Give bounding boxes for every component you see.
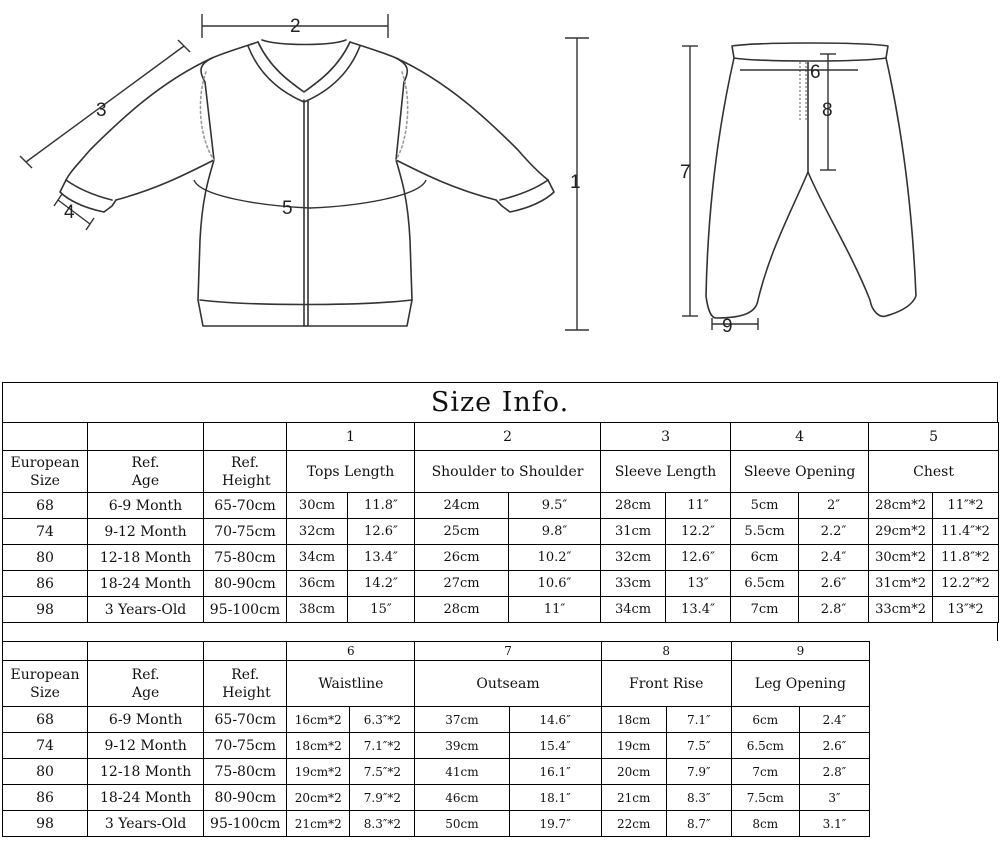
table-cell: 10.6″ — [509, 571, 601, 597]
table-cell: 75-80cm — [204, 759, 287, 785]
table-cell: 8cm — [731, 811, 799, 837]
table-cell: 24cm — [415, 493, 509, 519]
table-cell: 25cm — [415, 519, 509, 545]
table-cell: 3 Years-Old — [88, 811, 204, 837]
table-cell: 11″*2 — [933, 493, 999, 519]
number-5: 5 — [869, 423, 999, 451]
table-cell: 12.2″*2 — [933, 571, 999, 597]
table-cell: 70-75cm — [204, 519, 287, 545]
header-leg-opening: Leg Opening — [731, 661, 869, 707]
table-cell: 9.8″ — [509, 519, 601, 545]
table-cell: 95-100cm — [204, 597, 287, 623]
table-cell: 5cm — [731, 493, 799, 519]
table-cell: 33cm — [601, 571, 666, 597]
header-ref-height: Ref. Height — [204, 451, 287, 493]
table-cell: 16cm*2 — [287, 707, 350, 733]
table-cell: 9-12 Month — [88, 519, 204, 545]
number-6: 6 — [287, 642, 415, 661]
table-cell: 30cm — [287, 493, 348, 519]
table-cell: 2.2″ — [799, 519, 869, 545]
table-cell: 19cm — [601, 733, 666, 759]
table-row — [3, 759, 870, 785]
table-cell: 13″*2 — [933, 597, 999, 623]
tops-size-table — [2, 422, 999, 623]
table-cell: 9-12 Month — [88, 733, 204, 759]
table-cell: 33cm*2 — [869, 597, 933, 623]
table-cell: 46cm — [415, 785, 509, 811]
table-cell: 7.5cm — [731, 785, 799, 811]
number-9: 9 — [731, 642, 869, 661]
table-cell: 86 — [3, 571, 88, 597]
table-cell: 31cm — [601, 519, 666, 545]
table-cell: 34cm — [601, 597, 666, 623]
table-cell: 20cm — [601, 759, 666, 785]
header-outseam: Outseam — [415, 661, 601, 707]
table-cell: 31cm*2 — [869, 571, 933, 597]
header-chest: Chest — [869, 451, 999, 493]
number-2: 2 — [415, 423, 601, 451]
table-cell: 36cm — [287, 571, 348, 597]
table-cell: 6cm — [731, 707, 799, 733]
header-ref-age: Ref. Age — [88, 661, 204, 707]
label-3: 3 — [96, 100, 107, 121]
table-cell: 6-9 Month — [88, 493, 204, 519]
table-cell: 6.3″*2 — [350, 707, 415, 733]
table-cell: 12.6″ — [666, 545, 731, 571]
number-row — [3, 642, 870, 661]
table-cell: 74 — [3, 519, 88, 545]
table-cell: 80-90cm — [204, 785, 287, 811]
table-cell: 11″ — [666, 493, 731, 519]
table-cell: 8.7″ — [666, 811, 731, 837]
table-cell: 19.7″ — [509, 811, 601, 837]
header-ref-age: Ref. Age — [88, 451, 204, 493]
label-4: 4 — [64, 202, 75, 223]
table-cell: 7.9″*2 — [350, 785, 415, 811]
table-cell: 14.2″ — [348, 571, 415, 597]
table-row — [3, 785, 870, 811]
table-cell: 2″ — [799, 493, 869, 519]
table-cell: 32cm — [287, 519, 348, 545]
table-cell: 65-70cm — [204, 493, 287, 519]
header-european-size: European Size — [3, 451, 88, 493]
number-7: 7 — [415, 642, 601, 661]
table-cell: 8.3″*2 — [350, 811, 415, 837]
table-cell: 28cm — [415, 597, 509, 623]
table-cell: 11.8″ — [348, 493, 415, 519]
table-cell: 12.6″ — [348, 519, 415, 545]
number-8: 8 — [601, 642, 731, 661]
table-cell: 12-18 Month — [88, 545, 204, 571]
table-cell: 86 — [3, 785, 88, 811]
table-cell: 7cm — [731, 597, 799, 623]
number-3: 3 — [601, 423, 731, 451]
table-gap — [2, 622, 998, 641]
label-1: 1 — [570, 172, 581, 193]
table-cell: 18cm*2 — [287, 733, 350, 759]
table-cell: 13″ — [666, 571, 731, 597]
table-cell: 68 — [3, 493, 88, 519]
table-cell: 7.5″ — [666, 733, 731, 759]
tops-table-body — [3, 493, 999, 623]
table-cell: 2.8″ — [799, 597, 869, 623]
table-cell: 16.1″ — [509, 759, 601, 785]
header-sleeve-opening: Sleeve Opening — [731, 451, 869, 493]
pants-size-table — [2, 641, 870, 837]
table-cell: 20cm*2 — [287, 785, 350, 811]
table-cell: 80-90cm — [204, 571, 287, 597]
table-cell: 7.9″ — [666, 759, 731, 785]
table-cell: 12-18 Month — [88, 759, 204, 785]
table-cell: 8.3″ — [666, 785, 731, 811]
table-cell: 26cm — [415, 545, 509, 571]
table-cell: 28cm*2 — [869, 493, 933, 519]
header-tops-length: Tops Length — [287, 451, 415, 493]
table-cell: 12.2″ — [666, 519, 731, 545]
table-row — [3, 493, 999, 519]
table-cell: 50cm — [415, 811, 509, 837]
label-7: 7 — [680, 162, 691, 183]
table-cell: 9.5″ — [509, 493, 601, 519]
label-9: 9 — [722, 316, 733, 337]
header-shoulder: Shoulder to Shoulder — [415, 451, 601, 493]
pants-table-body — [3, 707, 870, 837]
label-8: 8 — [822, 100, 833, 121]
table-cell: 18-24 Month — [88, 571, 204, 597]
table-row — [3, 597, 999, 623]
table-cell: 34cm — [287, 545, 348, 571]
table-cell: 18-24 Month — [88, 785, 204, 811]
table-cell: 21cm — [601, 785, 666, 811]
table-cell: 98 — [3, 597, 88, 623]
table-cell: 18.1″ — [509, 785, 601, 811]
table-row — [3, 707, 870, 733]
table-cell: 75-80cm — [204, 545, 287, 571]
table-cell: 21cm*2 — [287, 811, 350, 837]
table-cell: 95-100cm — [204, 811, 287, 837]
table-cell: 3″ — [799, 785, 869, 811]
table-cell: 14.6″ — [509, 707, 601, 733]
table-cell: 2.4″ — [799, 545, 869, 571]
table-row — [3, 545, 999, 571]
table-cell: 39cm — [415, 733, 509, 759]
table-cell: 7.5″*2 — [350, 759, 415, 785]
measurement-lines — [20, 14, 858, 330]
table-cell: 15″ — [348, 597, 415, 623]
table-cell: 2.8″ — [799, 759, 869, 785]
table-cell: 80 — [3, 545, 88, 571]
table-row — [3, 519, 999, 545]
table-cell: 13.4″ — [666, 597, 731, 623]
table-cell: 6.5cm — [731, 733, 799, 759]
table-cell: 27cm — [415, 571, 509, 597]
table-cell: 3 Years-Old — [88, 597, 204, 623]
table-cell: 2.6″ — [799, 571, 869, 597]
table-cell: 7cm — [731, 759, 799, 785]
table-cell: 6.5cm — [731, 571, 799, 597]
table-cell: 68 — [3, 707, 88, 733]
table-cell: 7.1″ — [666, 707, 731, 733]
table-cell: 7.1″*2 — [350, 733, 415, 759]
table-cell: 10.2″ — [509, 545, 601, 571]
table-cell: 22cm — [601, 811, 666, 837]
table-cell: 32cm — [601, 545, 666, 571]
pants-drawing — [706, 43, 916, 318]
table-cell: 65-70cm — [204, 707, 287, 733]
header-front-rise: Front Rise — [601, 661, 731, 707]
size-info-title: Size Info. — [2, 382, 998, 422]
table-cell: 11.8″*2 — [933, 545, 999, 571]
table-cell: 19cm*2 — [287, 759, 350, 785]
label-2: 2 — [290, 16, 301, 37]
table-cell: 29cm*2 — [869, 519, 933, 545]
table-cell: 13.4″ — [348, 545, 415, 571]
table-cell: 15.4″ — [509, 733, 601, 759]
table-cell: 6cm — [731, 545, 799, 571]
table-cell: 5.5cm — [731, 519, 799, 545]
table-cell: 3.1″ — [799, 811, 869, 837]
table-cell: 38cm — [287, 597, 348, 623]
table-cell: 80 — [3, 759, 88, 785]
label-6: 6 — [810, 62, 821, 83]
table-cell: 6-9 Month — [88, 707, 204, 733]
header-ref-height: Ref. Height — [204, 661, 287, 707]
table-cell: 11″ — [509, 597, 601, 623]
header-waistline: Waistline — [287, 661, 415, 707]
table-cell: 37cm — [415, 707, 509, 733]
header-european-size: European Size — [3, 661, 88, 707]
header-sleeve-length: Sleeve Length — [601, 451, 731, 493]
number-4: 4 — [731, 423, 869, 451]
table-cell: 2.6″ — [799, 733, 869, 759]
table-row — [3, 733, 870, 759]
label-5: 5 — [282, 198, 293, 219]
number-1: 1 — [287, 423, 415, 451]
table-cell: 70-75cm — [204, 733, 287, 759]
table-row — [3, 811, 870, 837]
table-cell: 74 — [3, 733, 88, 759]
table-cell: 98 — [3, 811, 88, 837]
header-row — [3, 451, 999, 493]
number-row — [3, 423, 999, 451]
table-cell: 18cm — [601, 707, 666, 733]
table-cell: 28cm — [601, 493, 666, 519]
table-cell: 30cm*2 — [869, 545, 933, 571]
table-row — [3, 571, 999, 597]
header-row — [3, 661, 870, 707]
garment-measurement-diagram — [0, 0, 1000, 380]
table-cell: 41cm — [415, 759, 509, 785]
table-cell: 2.4″ — [799, 707, 869, 733]
table-cell: 11.4″*2 — [933, 519, 999, 545]
